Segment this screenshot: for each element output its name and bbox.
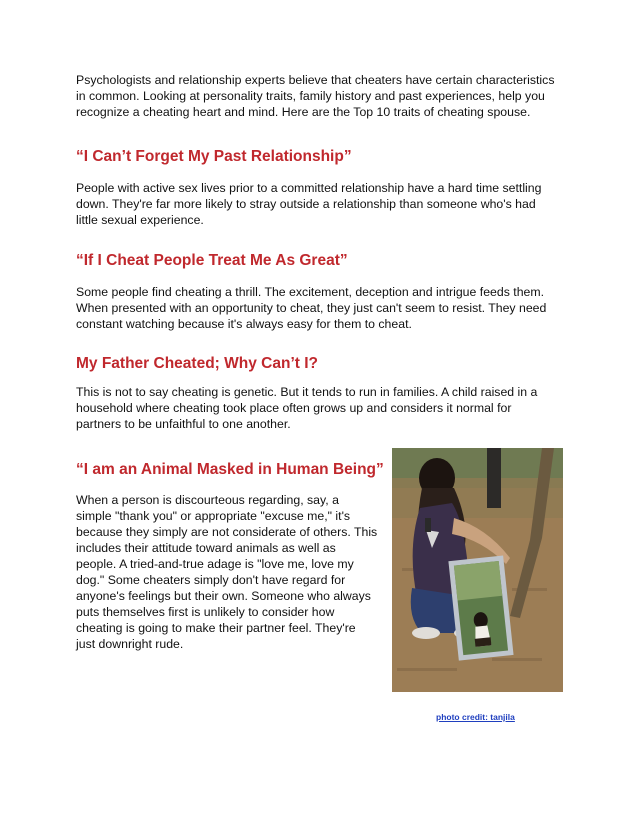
photo-illustration <box>392 448 563 692</box>
section-body-past-relationship: People with active sex lives prior to a committed relationship have a hard time settling down. They're far more likely to stray outside a relationship than someone who's had little sexual experience. <box>76 181 542 227</box>
photo-credit-link[interactable]: photo credit: tanjila <box>436 712 515 722</box>
intro-paragraph: Psychologists and relationship experts believe that cheaters have certain characteristics in common. Looking at personality traits, family history and past experiences, help you recognize a cheating heart and mind. Here are the Top 10 traits of cheating spouse. <box>76 73 555 119</box>
section-heading-cheat-treat-great: “If I Cheat People Treat Me As Great” <box>76 252 348 269</box>
section-heading-animal-masked: “I am an Animal Masked in Human Being” <box>76 461 384 478</box>
section-heading-past-relationship: “I Can’t Forget My Past Relationship” <box>76 148 352 165</box>
section-body-cheat-treat-great: Some people find cheating a thrill. The excitement, deception and intrigue feeds them. When presented with an opportunity to cheat, they just can't seem to resist. They need constant watching because it's always easy for them to cheat. <box>76 285 547 331</box>
section-heading-father-cheated: My Father Cheated; Why Can’t I? <box>76 355 318 372</box>
section-body-father-cheated: This is not to say cheating is genetic. But it tends to run in families. A child raised in a household where cheating took place often grows up and considers it normal for partners to be unfaithful to one another. <box>76 385 538 431</box>
photo-woman-with-mirror <box>392 448 563 692</box>
section-body-animal-masked: When a person is discourteous regarding, say, a simple "thank you" or appropriate "excuse me," it's because they simply are not considerate of others. This includes their attitude toward animals as well as people. A tried-and-true adage is "love me, love my dog." Some cheaters simply don't have regard for anyone's feelings but their own. Someone who always puts themselves first is unlikely to consider how cheating is going to make their partner feel. They're just downright rude. <box>76 493 378 651</box>
